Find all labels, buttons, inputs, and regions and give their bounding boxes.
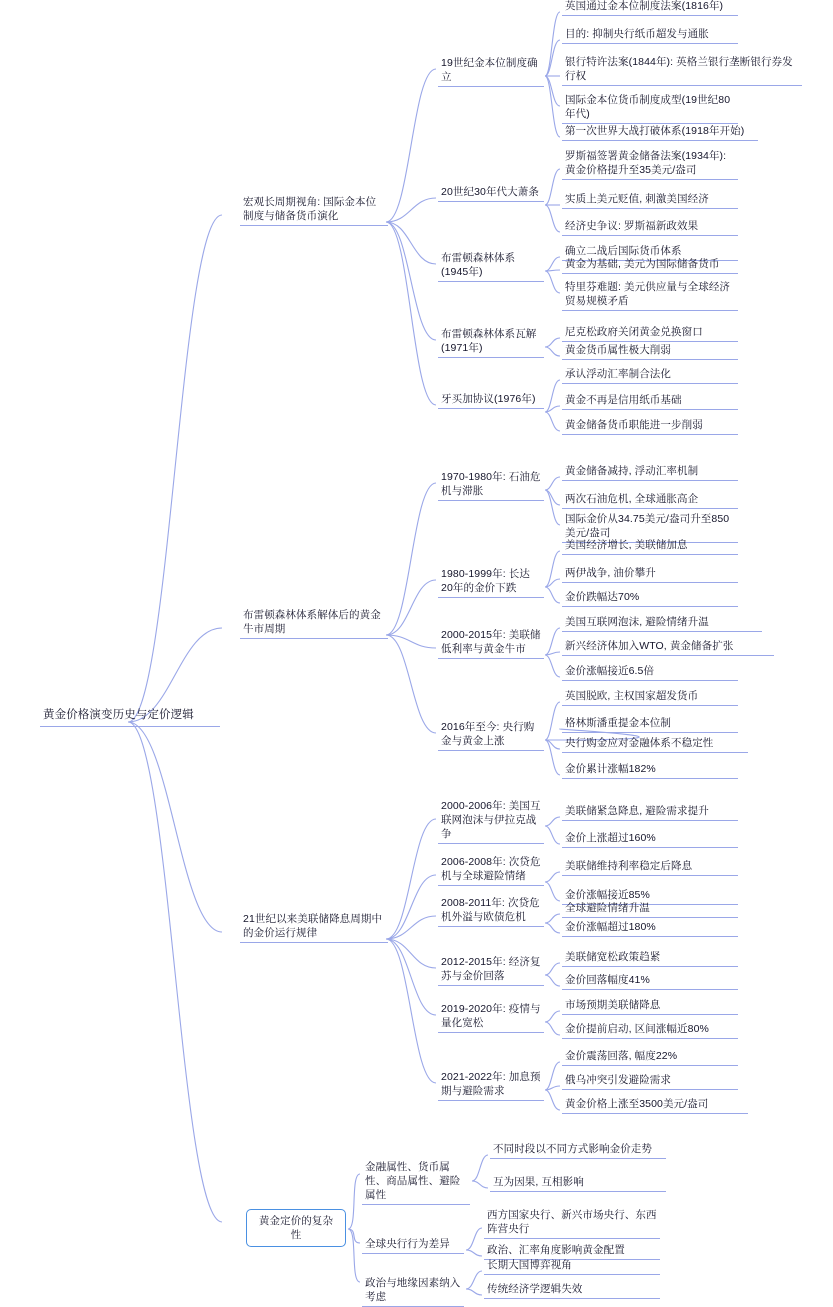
mindmap-leaf-b2-c4-3[interactable]: 央行购金应对金融体系不稳定性	[562, 735, 748, 753]
mindmap-leaf-b2-c4-2[interactable]: 格林斯潘重提金本位制	[562, 715, 738, 733]
mindmap-node-b1-c5[interactable]: 牙买加协议(1976年)	[438, 391, 544, 409]
mindmap-leaf-b4-c1-2[interactable]: 互为因果, 互相影响	[490, 1174, 666, 1192]
mindmap-leaf-b3-c6-1[interactable]: 金价震荡回落, 幅度22%	[562, 1048, 738, 1066]
mindmap-leaf-b3-c5-1[interactable]: 市场预期美联储降息	[562, 997, 738, 1015]
mindmap-leaf-b3-c3-1[interactable]: 全球避险情绪升温	[562, 900, 738, 918]
mindmap-node-b2-c4[interactable]: 2016年至今: 央行购金与黄金上涨	[438, 719, 544, 751]
mindmap-leaf-b2-c2-2[interactable]: 两伊战争, 油价攀升	[562, 565, 738, 583]
mindmap-leaf-b2-c1-1[interactable]: 黄金储备减持, 浮动汇率机制	[562, 463, 738, 481]
mindmap-node-b4-c1[interactable]: 金融属性、货币属性、商品属性、避险属性	[362, 1159, 470, 1205]
mindmap-leaf-b1-c5-1[interactable]: 承认浮动汇率制合法化	[562, 366, 738, 384]
mindmap-node-b1-c1[interactable]: 19世纪金本位制度确立	[438, 55, 544, 87]
mindmap-leaf-b2-c3-3[interactable]: 金价涨幅接近6.5倍	[562, 663, 738, 681]
mindmap-node-b2-c3[interactable]: 2000-2015年: 美联储低利率与黄金牛市	[438, 627, 544, 659]
mindmap-leaf-b3-c6-2[interactable]: 俄乌冲突引发避险需求	[562, 1072, 738, 1090]
mindmap-leaf-b1-c3-3[interactable]: 特里芬难题: 美元供应量与全球经济贸易规模矛盾	[562, 279, 738, 311]
mindmap-leaf-b1-c2-2[interactable]: 实质上美元贬值, 刺激美国经济	[562, 191, 738, 209]
mindmap-leaf-b1-c1-2[interactable]: 目的: 抑制央行纸币超发与通胀	[562, 26, 738, 44]
mindmap-leaf-b2-c3-1[interactable]: 美国互联网泡沫, 避险情绪升温	[562, 614, 762, 632]
mindmap-node-b2-c2[interactable]: 1980-1999年: 长达20年的金价下跌	[438, 566, 544, 598]
mindmap-leaf-b3-c2-2[interactable]: 金价涨幅接近85%	[562, 887, 738, 905]
mindmap-leaf-b2-c1-3[interactable]: 国际金价从34.75美元/盎司升至850美元/盎司	[562, 511, 738, 543]
mindmap-leaf-b3-c5-2[interactable]: 金价提前启动, 区间涨幅近80%	[562, 1021, 738, 1039]
mindmap-leaf-b1-c4-1[interactable]: 尼克松政府关闭黄金兑换窗口	[562, 324, 738, 342]
mindmap-leaf-b2-c4-4[interactable]: 金价累计涨幅182%	[562, 761, 738, 779]
mindmap-root-node[interactable]: 黄金价格演变历史与定价逻辑	[40, 707, 220, 727]
mindmap-leaf-b3-c2-1[interactable]: 美联储维持利率稳定后降息	[562, 858, 738, 876]
mindmap-leaf-b4-c3-2[interactable]: 传统经济学逻辑失效	[484, 1281, 660, 1299]
mindmap-leaf-b4-c3-1[interactable]: 长期大国博弈视角	[484, 1257, 660, 1275]
mindmap-leaf-b2-c1-2[interactable]: 两次石油危机, 全球通胀高企	[562, 491, 738, 509]
mindmap-node-b1-c2[interactable]: 20世纪30年代大萧条	[438, 184, 544, 202]
mindmap-node-b1-c3[interactable]: 布雷顿森林体系(1945年)	[438, 250, 544, 282]
mindmap-node-b4-c2[interactable]: 全球央行行为差异	[362, 1236, 464, 1254]
mindmap-leaf-b4-c1-1[interactable]: 不同时段以不同方式影响金价走势	[490, 1141, 666, 1159]
mindmap-leaf-b3-c3-2[interactable]: 金价涨幅超过180%	[562, 919, 738, 937]
mindmap-leaf-b1-c3-2[interactable]: 黄金为基础, 美元为国际储备货币	[562, 256, 738, 274]
mindmap-leaf-b1-c5-3[interactable]: 黄金储备货币职能进一步削弱	[562, 417, 738, 435]
mindmap-node-b3-c2[interactable]: 2006-2008年: 次贷危机与全球避险情绪	[438, 854, 544, 886]
mindmap-node-b4-c3[interactable]: 政治与地缘因素纳入考虑	[362, 1275, 464, 1307]
mindmap-branch-4-highlighted[interactable]: 黄金定价的复杂性	[246, 1209, 346, 1247]
mindmap-leaf-b1-c3-1[interactable]: 确立二战后国际货币体系	[562, 243, 738, 261]
mindmap-branch-2[interactable]: 布雷顿森林体系解体后的黄金牛市周期	[240, 607, 388, 639]
mindmap-leaf-b1-c1-1[interactable]: 英国通过金本位制度法案(1816年)	[562, 0, 738, 16]
mindmap-node-b3-c5[interactable]: 2019-2020年: 疫情与量化宽松	[438, 1001, 544, 1033]
mindmap-node-b3-c3[interactable]: 2008-2011年: 次贷危机外溢与欧债危机	[438, 895, 544, 927]
mindmap-leaf-b1-c5-2[interactable]: 黄金不再是信用纸币基础	[562, 392, 738, 410]
mindmap-leaf-b3-c6-3[interactable]: 黄金价格上涨至3500美元/盎司	[562, 1096, 748, 1114]
mindmap-leaf-b1-c4-2[interactable]: 黄金货币属性极大削弱	[562, 342, 738, 360]
mindmap-node-b1-c4[interactable]: 布雷顿森林体系瓦解(1971年)	[438, 326, 544, 358]
mindmap-leaf-b4-c2-2[interactable]: 政治、汇率角度影响黄金配置	[484, 1242, 660, 1260]
mindmap-leaf-b2-c3-2[interactable]: 新兴经济体加入WTO, 黄金储备扩张	[562, 638, 774, 656]
mindmap-node-b3-c1[interactable]: 2000-2006年: 美国互联网泡沫与伊拉克战争	[438, 798, 544, 844]
mindmap-leaf-b2-c4-1[interactable]: 英国脱欧, 主权国家超发货币	[562, 688, 738, 706]
mindmap-leaf-b3-c4-1[interactable]: 美联储宽松政策趋紧	[562, 949, 738, 967]
mindmap-leaf-b3-c4-2[interactable]: 金价回落幅度41%	[562, 972, 738, 990]
mindmap-leaf-b1-c1-4[interactable]: 国际金本位货币制度成型(19世纪80年代)	[562, 92, 738, 124]
mindmap-leaf-b4-c2-1[interactable]: 西方国家央行、新兴市场央行、东西阵营央行	[484, 1207, 660, 1239]
mindmap-leaf-b2-c2-1[interactable]: 美国经济增长, 美联储加息	[562, 537, 738, 555]
mindmap-leaf-b3-c1-2[interactable]: 金价上涨超过160%	[562, 830, 738, 848]
mindmap-leaf-b1-c2-1[interactable]: 罗斯福签署黄金储备法案(1934年): 黄金价格提升至35美元/盎司	[562, 148, 738, 180]
mindmap-leaf-b1-c1-3[interactable]: 银行特许法案(1844年): 英格兰银行垄断银行券发行权	[562, 54, 802, 86]
mindmap-node-b3-c4[interactable]: 2012-2015年: 经济复苏与金价回落	[438, 954, 544, 986]
mindmap-node-b3-c6[interactable]: 2021-2022年: 加息预期与避险需求	[438, 1069, 544, 1101]
mindmap-node-b2-c1[interactable]: 1970-1980年: 石油危机与滞胀	[438, 469, 544, 501]
mindmap-branch-1[interactable]: 宏观长周期视角: 国际金本位制度与储备货币演化	[240, 194, 388, 226]
mindmap-leaf-b1-c1-5[interactable]: 第一次世界大战打破体系(1918年开始)	[562, 123, 758, 141]
mindmap-leaf-b3-c1-1[interactable]: 美联储紧急降息, 避险需求提升	[562, 803, 738, 821]
mindmap-leaf-b2-c2-3[interactable]: 金价跌幅达70%	[562, 589, 738, 607]
mindmap-branch-3[interactable]: 21世纪以来美联储降息周期中的金价运行规律	[240, 911, 388, 943]
mindmap-leaf-b1-c2-3[interactable]: 经济史争议: 罗斯福新政效果	[562, 218, 738, 236]
